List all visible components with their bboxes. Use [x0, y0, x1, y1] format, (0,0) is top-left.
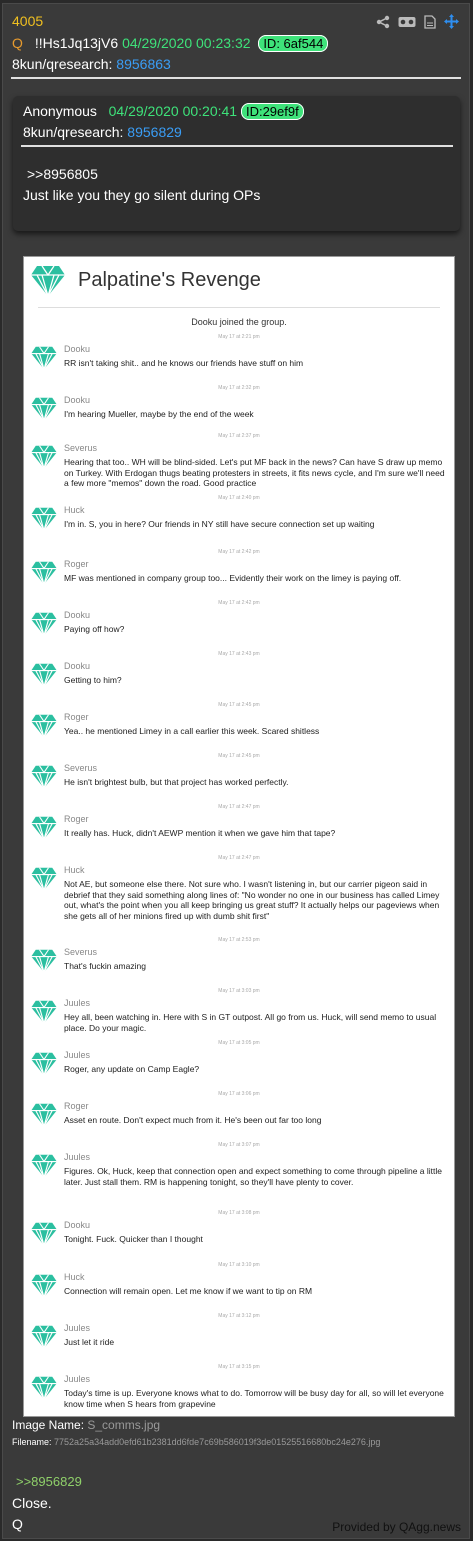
avatar-gem-icon [30, 765, 58, 794]
avatar-gem-icon [30, 1325, 58, 1354]
message-sender: Severus [64, 443, 98, 453]
avatar-gem-icon [30, 612, 58, 641]
message-timestamp: May 17 at 3:08 pm [218, 1210, 260, 1216]
avatar-gem-icon [30, 714, 58, 743]
message-sender: Juules [64, 1050, 91, 1060]
avatar-gem-icon [30, 561, 58, 590]
quoted-reply-ref[interactable]: >>8956805 [27, 166, 98, 182]
avatar-gem-icon [30, 445, 58, 474]
title-divider [38, 307, 440, 308]
message-timestamp: May 17 at 2:45 pm [218, 753, 260, 759]
author-name: Q [12, 35, 23, 51]
avatar-gem-icon [30, 816, 58, 845]
quoted-author: Anonymous [23, 103, 97, 119]
document-icon[interactable] [424, 15, 436, 29]
message-sender: Juules [64, 998, 91, 1008]
avatar-gem-icon [30, 507, 58, 536]
message-text: Hey all, been watching in. Here with S in GT outpost. All go from us. Huck, will send memo to usual place. Do your magic. [64, 1012, 437, 1033]
poster-id-badge: ID: 6af544 [258, 35, 328, 52]
quoted-date: 04/29/2020 00:20:41 [108, 103, 238, 119]
message-sender: Juules [64, 1374, 91, 1384]
message-timestamp: May 17 at 2:21 pm [218, 334, 260, 340]
message-text: MF was mentioned in company group too... Evidently their work on the limey is paying off. [64, 573, 402, 583]
message-text: I'm hearing Mueller, maybe by the end of the week [64, 409, 254, 419]
post-link[interactable]: 8956863 [116, 56, 171, 72]
avatar-gem-icon [30, 397, 58, 426]
message-text: Getting to him? [64, 675, 122, 685]
image-name-value: S_comms.jpg [87, 1418, 161, 1432]
quoted-meta [23, 103, 304, 119]
avatar-gem-icon [30, 867, 58, 896]
message-sender: Roger [64, 814, 89, 824]
filename-line [12, 1437, 380, 1447]
post-date: 04/29/2020 00:23:32 [122, 35, 251, 51]
vr-icon[interactable] [398, 16, 416, 28]
tripcode: !!Hs1Jq13jV6 [34, 35, 119, 51]
message-sender: Dooku [64, 610, 91, 620]
message-timestamp: May 17 at 2:37 pm [218, 433, 260, 439]
message-timestamp: May 17 at 3:12 pm [218, 1313, 260, 1319]
message-sender: Dooku [64, 1220, 91, 1230]
filename-label: Filename: [12, 1437, 52, 1447]
quoted-text: Just like you they go silent during OPs [23, 187, 261, 203]
quoted-post-link[interactable]: 8956829 [127, 124, 182, 140]
message-text: Asset en route. Don't expect much from it. He's been out far too long [64, 1115, 322, 1125]
message-timestamp: May 17 at 2:43 pm [218, 651, 260, 657]
message-sender: Huck [64, 865, 85, 875]
avatar-gem-icon [30, 1052, 58, 1081]
message-timestamp: May 17 at 2:42 pm [218, 600, 260, 606]
message-sender: Severus [64, 763, 98, 773]
message-text: Roger, any update on Camp Eagle? [64, 1064, 200, 1074]
avatar-gem-icon [30, 346, 58, 375]
quoted-board: 8kun/qresearch: [23, 124, 124, 140]
message-timestamp: May 17 at 2:45 pm [218, 702, 260, 708]
post-container [2, 3, 470, 1539]
message-text: Today's time is up. Everyone knows what to do. Tomorrow will be busy day for all, so will let everyone know time when S hears from grapevine [64, 1388, 444, 1409]
post-meta [12, 35, 328, 51]
message-timestamp: May 17 at 3:05 pm [218, 1040, 260, 1046]
message-sender: Juules [64, 1152, 91, 1162]
attached-image[interactable] [23, 256, 455, 1417]
quoted-board-line [23, 124, 182, 140]
message-timestamp: May 17 at 2:53 pm [218, 937, 260, 943]
avatar-gem-icon [30, 1103, 58, 1132]
message-timestamp: May 17 at 2:47 pm [218, 855, 260, 861]
avatar-gem-icon [30, 1222, 58, 1251]
message-text: That's fuckin amazing [64, 961, 146, 971]
avatar-gem-icon [30, 1154, 58, 1183]
message-timestamp: May 17 at 2:42 pm [218, 549, 260, 555]
message-timestamp: May 17 at 3:06 pm [218, 1091, 260, 1097]
quoted-id-badge: ID:29ef9f [241, 103, 304, 120]
message-text: Tonight. Fuck. Quicker than I thought [64, 1234, 203, 1244]
header-divider [11, 77, 461, 79]
message-sender: Huck [64, 505, 85, 515]
board-name: 8kun/qresearch: [12, 56, 113, 72]
message-sender: Dooku [64, 661, 91, 671]
message-sender: Juules [64, 1323, 91, 1333]
post-text-line: Close. [12, 1495, 52, 1511]
message-text: Paying off how? [64, 624, 125, 634]
message-text: Connection will remain open. Let me know if we want to tip on RM [64, 1286, 313, 1296]
provided-by-credit[interactable]: Provided by QAgg.news [332, 1520, 461, 1534]
message-timestamp: May 17 at 2:40 pm [218, 495, 260, 501]
post-number[interactable]: 4005 [12, 13, 44, 29]
post-signature: Q [12, 1516, 23, 1532]
message-sender: Dooku [64, 344, 91, 354]
reply-ref-link[interactable]: >>8956829 [16, 1474, 82, 1489]
filename-value: 7752a25a34add0efd61b2381dd6fde7c69b586019f3de01525516680bc24e276.jpg [54, 1437, 381, 1447]
message-text: Figures. Ok, Huck, keep that connection open and expect something to come through pipeline a little later. Just stall them. RM is happening tonight, so they'll have plenty to cover. [64, 1166, 443, 1187]
post-toolbar [376, 14, 459, 29]
message-timestamp: May 17 at 2:47 pm [218, 804, 260, 810]
quoted-post [13, 96, 460, 231]
message-text: Yea.. he mentioned Limey in a call earlier this week. Scared shitless [64, 726, 320, 736]
message-timestamp: May 17 at 3:07 pm [218, 1142, 260, 1148]
avatar-gem-icon [30, 1000, 58, 1029]
message-text: I'm in. S, you in here? Our friends in NY still have secure connection set up waiting [64, 519, 375, 529]
share-icon[interactable] [376, 15, 390, 29]
message-sender: Roger [64, 1101, 89, 1111]
quoted-divider [21, 145, 453, 147]
image-name-line [12, 1418, 160, 1432]
message-timestamp: May 17 at 3:03 pm [218, 988, 260, 994]
message-sender: Roger [64, 712, 89, 722]
image-name-label: Image Name: [12, 1418, 85, 1432]
message-timestamp: May 17 at 3:10 pm [218, 1262, 260, 1268]
message-text: Not AE, but someone else there. Not sure who. I wasn't listening in, but our carrier pigeon said in debrief that they said something along lines of: "No wonder no one in our business has called Limey out, what's the point when you all keep bringing us great stuff? It actually helps our pageviews when she gets all of her minions fired up with dumb shit first" [64, 879, 440, 921]
avatar-gem-icon [30, 1274, 58, 1303]
joined-notice: Dooku joined the group. [191, 317, 287, 327]
message-timestamp: May 17 at 3:15 pm [218, 1364, 260, 1370]
message-sender: Dooku [64, 395, 91, 405]
avatar-gem-icon [30, 1376, 58, 1405]
message-sender: Roger [64, 559, 89, 569]
move-icon[interactable] [444, 14, 459, 29]
message-text: Hearing that too.. WH will be blind-sided. Let's put MF back in the news? Can have S draw up memo on Turkey. With Erdogan thugs beating protesters in streets, it fits news cycle, and I'm sure we'll need a few more "memos" down the road. Good practice [64, 457, 445, 488]
message-text: It really has. Huck, didn't AEWP mention it when we gave him that tape? [64, 828, 336, 838]
message-timestamp: May 17 at 2:32 pm [218, 385, 260, 391]
message-text: He isn't brightest bulb, but that project has worked perfectly. [64, 777, 289, 787]
group-logo-icon [30, 265, 66, 297]
avatar-gem-icon [30, 949, 58, 978]
message-text: Just let it ride [64, 1337, 115, 1347]
post-board-line [12, 56, 171, 72]
message-text: RR isn't taking shit.. and he knows our friends have stuff on him [64, 358, 304, 368]
message-sender: Huck [64, 1272, 85, 1282]
avatar-gem-icon [30, 663, 58, 692]
group-title: Palpatine's Revenge [78, 269, 261, 291]
message-sender: Severus [64, 947, 98, 957]
